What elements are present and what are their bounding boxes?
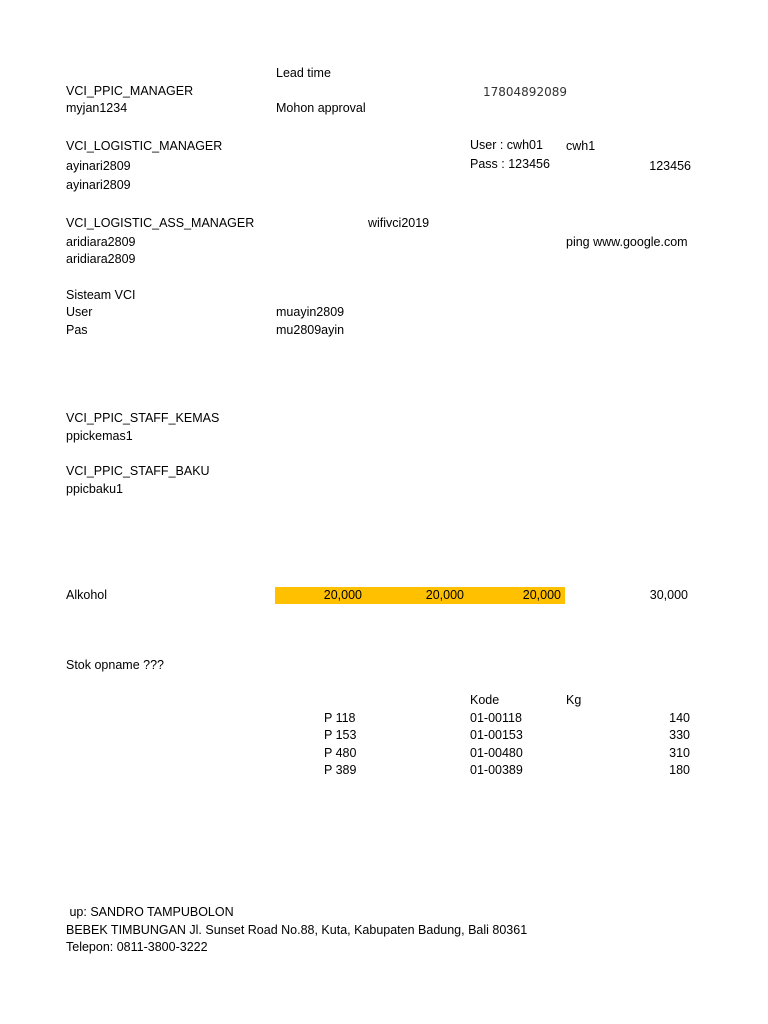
sistem-vci-pass-label: Pas	[66, 323, 88, 337]
ppic-staff-kemas-password: ppickemas1	[66, 429, 133, 443]
ppic-staff-baku-password: ppicbaku1	[66, 482, 123, 496]
sistem-vci-user-value: muayin2809	[276, 305, 345, 319]
stock-kode: 01-00480	[470, 746, 523, 760]
stock-item: P 389	[324, 763, 357, 777]
stock-kg: 310	[669, 746, 690, 760]
cwh-user-value: cwh1	[566, 139, 596, 153]
ping-command: ping www.google.com	[566, 235, 688, 249]
wifi-password: wifivci2019	[368, 216, 430, 230]
sistem-vci-user-label: User	[66, 305, 93, 319]
stock-item: P 153	[324, 728, 357, 742]
ppic-manager-role: VCI_PPIC_MANAGER	[66, 84, 194, 98]
ppic-manager-password: myjan1234	[66, 101, 128, 115]
stock-kode: 01-00153	[470, 728, 523, 742]
kode-header: Kode	[470, 693, 500, 707]
footer-phone: Telepon: 0811-3800-3222	[66, 940, 208, 954]
footer-address: BEBEK TIMBUNGAN Jl. Sunset Road No.88, Kuta, Kabupaten Badung, Bali 80361	[66, 923, 528, 937]
logistic-manager-password-1: ayinari2809	[66, 159, 131, 173]
alkohol-label: Alkohol	[66, 588, 107, 602]
stock-kg: 180	[669, 763, 690, 777]
stock-kg: 330	[669, 728, 690, 742]
stock-kode: 01-00389	[470, 763, 523, 777]
ppic-staff-kemas-role: VCI_PPIC_STAFF_KEMAS	[66, 411, 220, 425]
stock-item: P 480	[324, 746, 357, 760]
cwh-pass-value: 123456	[649, 159, 691, 173]
alkohol-value-1: 20,000	[323, 588, 362, 602]
stock-kode: 01-00118	[470, 711, 522, 725]
cwh-user-label: User : cwh01	[470, 138, 543, 152]
sistem-vci-pass-value: mu2809ayin	[276, 323, 345, 337]
alkohol-extra-value: 30,000	[649, 588, 688, 602]
logistic-ass-manager-password-1: aridiara2809	[66, 235, 136, 249]
cwh-pass-label: Pass : 123456	[470, 157, 550, 171]
ppic-staff-baku-role: VCI_PPIC_STAFF_BAKU	[66, 464, 210, 478]
alkohol-value-3: 20,000	[522, 588, 561, 602]
lead-time-label: Lead time	[276, 66, 331, 80]
stok-opname-title: Stok opname ???	[66, 658, 164, 672]
sistem-vci-title: Sisteam VCI	[66, 288, 136, 302]
stock-item: P 118	[324, 711, 356, 725]
phone-number: 17804892089	[483, 85, 567, 99]
logistic-ass-manager-password-2: aridiara2809	[66, 252, 136, 266]
mohon-approval-label: Mohon approval	[276, 101, 366, 115]
ping-cell	[566, 234, 691, 252]
logistic-manager-password-2: ayinari2809	[66, 178, 131, 192]
logistic-manager-role: VCI_LOGISTIC_MANAGER	[66, 139, 223, 153]
stock-kg: 140	[669, 711, 690, 725]
logistic-ass-manager-role: VCI_LOGISTIC_ASS_MANAGER	[66, 216, 255, 230]
kg-header: Kg	[566, 693, 582, 707]
footer-up: up: SANDRO TAMPUBOLON	[66, 905, 234, 919]
alkohol-value-2: 20,000	[425, 588, 464, 602]
